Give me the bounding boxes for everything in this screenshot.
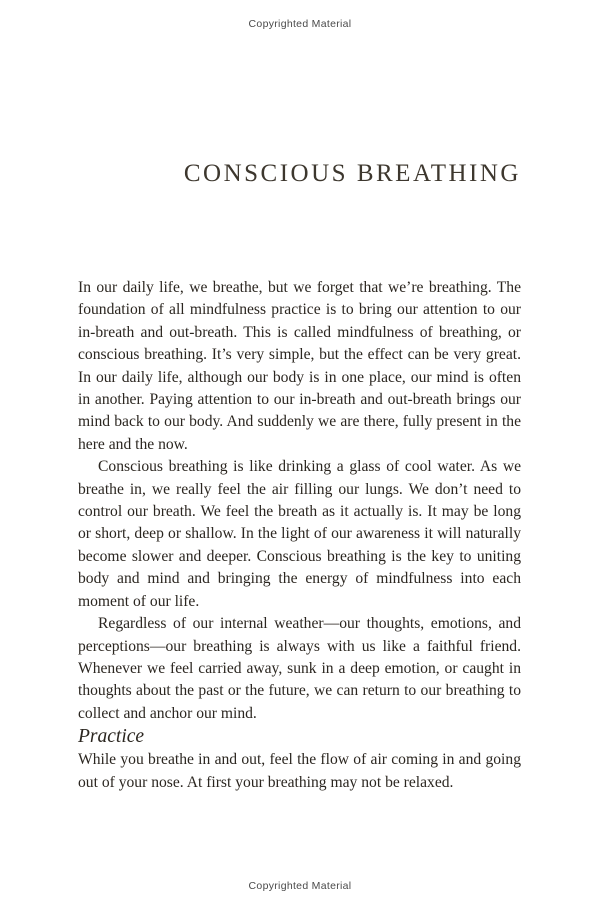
practice-paragraph: While you breathe in and out, feel the flow of air coming in and going out of your nose. At first your breathing may not be relaxed.: [78, 751, 521, 791]
body-text-block: [78, 277, 521, 794]
chapter-title: CONSCIOUS BREATHING: [183, 160, 521, 187]
section-heading-practice: Practice: [78, 726, 145, 748]
copyright-notice-bottom: Copyrighted Material: [248, 880, 352, 892]
paragraph-1: In our daily life, we breathe, but we forget that we’re breathing. The foundation of all mindfulness practice is to bring our attention to our in-breath and out-breath. This is called mindfulness of breathing, or conscious breathing. It’s very simple, but the effect can be very great. In our daily life, although our body is in one place, our mind is often in another. Paying attention to our in-breath and out-breath brings our mind back to our body. And suddenly we are there, fully present in the here and the now.: [78, 279, 521, 453]
paragraph-3: Regardless of our internal weather—our thoughts, emotions, and perceptions—our breathing is always with us like a faithful friend. Whenever we feel carried away, sunk in a deep emotion, or caught in thoughts about the past or the future, we can return to our breathing to collect and anchor our mind.: [78, 615, 521, 722]
copyright-notice-top: Copyrighted Material: [248, 18, 352, 30]
paragraph-2: Conscious breathing is like drinking a glass of cool water. As we breathe in, we really feel the air filling our lungs. We don’t need to control our breath. We feel the breath as it actually is. It may be long or short, deep or shallow. In the light of our awareness it will naturally become slower and deeper. Conscious breathing is the key to uniting body and mind and bringing the energy of mindfulness into each moment of our life.: [78, 458, 521, 610]
